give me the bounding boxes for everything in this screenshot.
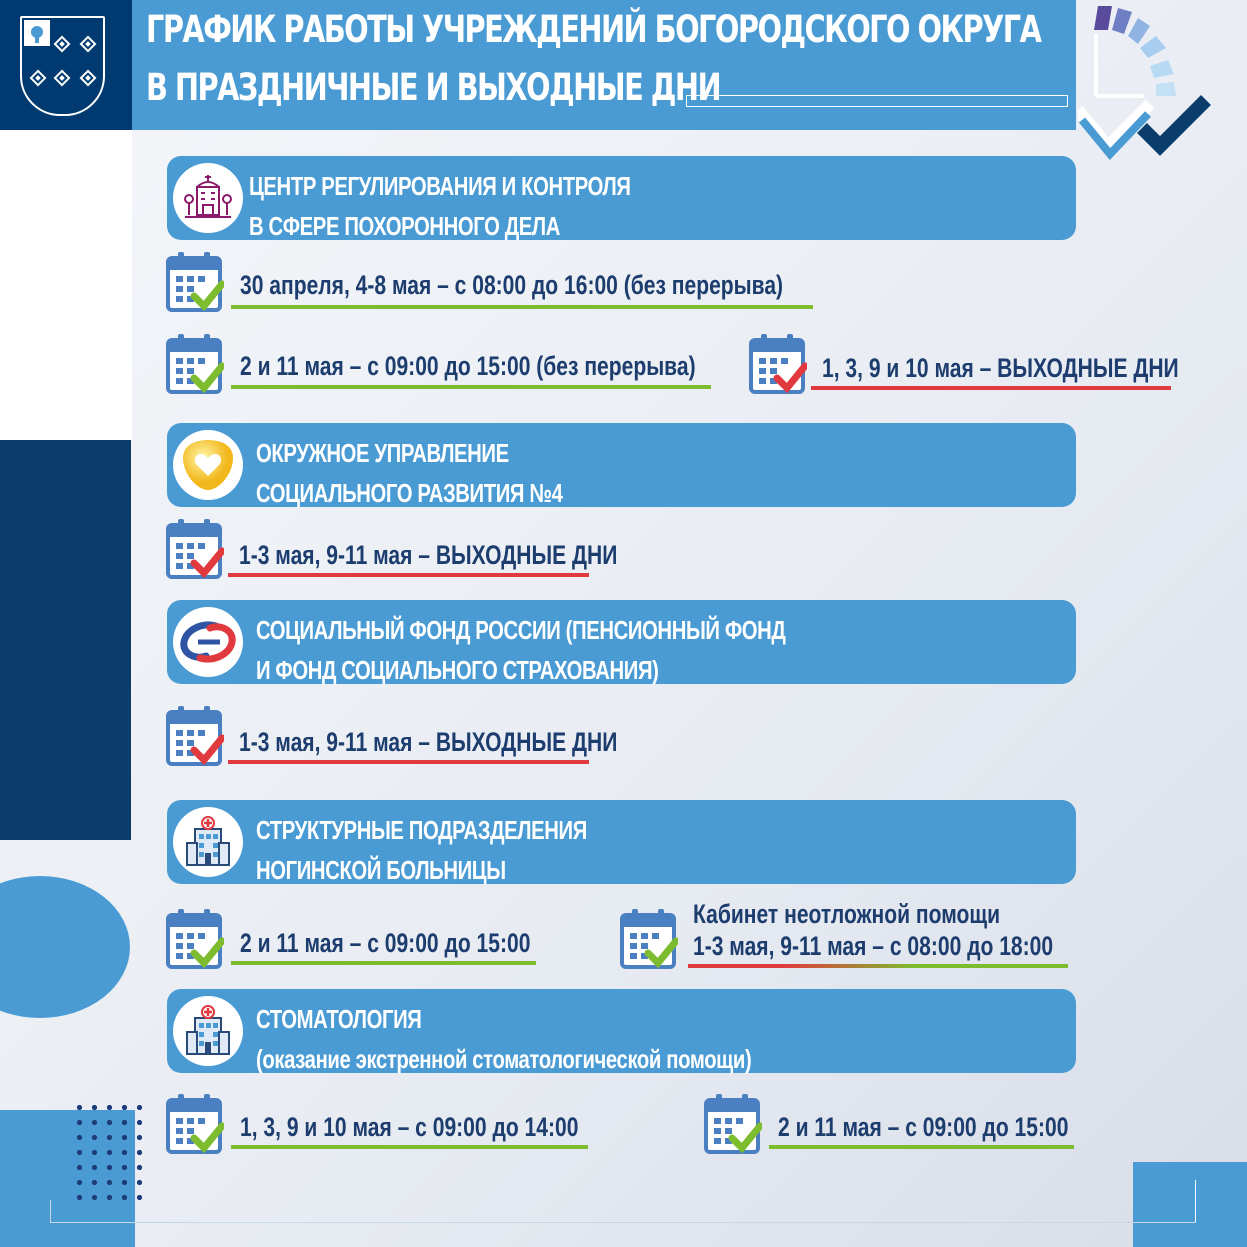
section-card-hospital [167, 800, 1076, 884]
section-card-funeral [167, 156, 1076, 240]
coat-of-arms-canton [24, 20, 50, 46]
left-white-block [0, 130, 132, 440]
schedule-underline [231, 305, 813, 309]
hospital-icon [173, 807, 243, 877]
left-navy-block [0, 440, 131, 840]
calendar-check-green-icon [166, 907, 224, 971]
schedule-text: 2 и 11 мая – с 09:00 до 15:00 [240, 928, 531, 958]
calendar-check-green-icon [166, 332, 224, 396]
calendar-check-red-icon [166, 704, 224, 768]
frame-tick-right [1195, 1180, 1196, 1222]
section-title [249, 166, 631, 246]
schedule-underline [231, 961, 536, 965]
heart-badge-icon [173, 430, 243, 500]
schedule-text: 2 и 11 мая – с 09:00 до 15:00 (без перерыва) [240, 351, 696, 381]
section-title-line1: ЦЕНТР РЕГУЛИРОВАНИЯ И КОНТРОЛЯ [249, 171, 631, 201]
frame-line [50, 1222, 1196, 1223]
section-title [256, 999, 751, 1079]
schedule-underline [769, 1145, 1074, 1149]
schedule-text: 30 апреля, 4-8 мая – с 08:00 до 16:00 (без перерыва) [240, 270, 784, 300]
schedule-underline [231, 385, 711, 389]
schedule-underline [228, 760, 589, 764]
sfr-logo-icon [173, 607, 243, 677]
schedule-underline [228, 573, 589, 577]
section-title [256, 610, 785, 690]
funeral-building-icon [173, 163, 243, 233]
section-card-dental [167, 989, 1076, 1073]
schedule-text-dayoff: 1-3 мая, 9-11 мая – ВЫХОДНЫЕ ДНИ [239, 540, 618, 570]
section-title-line1: СТРУКТУРНЫЕ ПОДРАЗДЕЛЕНИЯ [256, 815, 587, 845]
schedule-underline [811, 386, 1171, 390]
schedule-text: 1, 3, 9 и 10 мая – с 09:00 до 14:00 [240, 1112, 579, 1142]
section-title [256, 433, 562, 513]
section-card-sfr [167, 600, 1076, 684]
schedule-text-dayoff: 1, 3, 9 и 10 мая – ВЫХОДНЫЕ ДНИ [822, 353, 1179, 383]
corner-square [1133, 1162, 1247, 1247]
calendar-check-green-icon [620, 907, 678, 971]
hospital-icon [173, 996, 243, 1066]
clock-decoration-icon [1078, 0, 1247, 160]
section-title-line2: В СФЕРЕ ПОХОРОННОГО ДЕЛА [249, 211, 561, 241]
calendar-check-green-icon [166, 1092, 224, 1156]
calendar-check-green-icon [704, 1092, 762, 1156]
section-title-line1: СТОМАТОЛОГИЯ [256, 1004, 422, 1034]
frame-tick-left [50, 1200, 51, 1222]
schedule-text: 2 и 11 мая – с 09:00 до 15:00 [778, 1112, 1069, 1142]
title-rule [686, 95, 1068, 107]
calendar-check-red-icon [166, 517, 224, 581]
page-title-line2: В ПРАЗДНИЧНЫЕ И ВЫХОДНЫЕ ДНИ [146, 66, 721, 109]
schedule-subtitle: Кабинет неотложной помощи [693, 899, 1001, 929]
schedule-underline [231, 1145, 588, 1149]
section-title-line1: СОЦИАЛЬНЫЙ ФОНД РОССИИ (ПЕНСИОННЫЙ ФОНД [256, 615, 786, 645]
decorative-circle [0, 876, 130, 1018]
section-title-line1: ОКРУЖНОЕ УПРАВЛЕНИЕ [256, 438, 509, 468]
section-title-line2: СОЦИАЛЬНОГО РАЗВИТИЯ №4 [256, 478, 563, 508]
section-title-line2: И ФОНД СОЦИАЛЬНОГО СТРАХОВАНИЯ) [256, 655, 659, 685]
section-title-line2: НОГИНСКОЙ БОЛЬНИЦЫ [256, 855, 506, 885]
schedule-text-dayoff: 1-3 мая, 9-11 мая – ВЫХОДНЫЕ ДНИ [239, 727, 618, 757]
section-card-social [167, 423, 1076, 507]
section-title [256, 810, 587, 890]
schedule-underline [688, 964, 1068, 968]
section-title-line2: (оказание экстренной стоматологической помощи) [256, 1044, 752, 1074]
calendar-check-red-icon [749, 332, 807, 396]
calendar-check-green-icon [166, 250, 224, 314]
page-title-line1: ГРАФИК РАБОТЫ УЧРЕЖДЕНИЙ БОГОРОДСКОГО ОКРУГА [146, 8, 1041, 51]
schedule-text: 1-3 мая, 9-11 мая – с 08:00 до 18:00 [693, 931, 1054, 961]
dot-pattern [72, 1100, 152, 1200]
